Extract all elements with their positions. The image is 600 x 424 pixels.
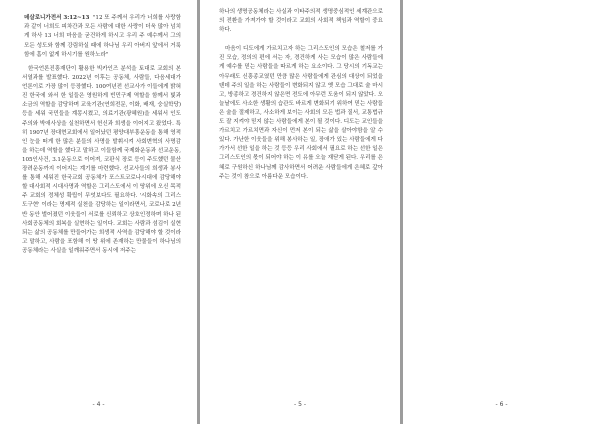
page-number: - 5 - (294, 401, 306, 408)
scripture-text: "12 또 주께서 우리가 너희를 사랑함과 같이 너희도 피차간과 모든 사람에 대한 사랑이 더욱 많아 넘치게 하사 13 너희 마음을 굳건하게 하시고 우리 주 예수께서 그의 모든 성도와 함께 강림하실 때에 하나님 우리 아버지 앞에서 거룩함에 흠이 없게 하시기를 원하노라" (24, 15, 181, 58)
page-5 (200, 0, 400, 424)
body-paragraph: 마음이 디도에게 가르치고자 하는 그리스도인의 모습은 철저를 가진 모습, 정의의 편에 서는 자, 경건하게 사는 모습이 많은 사람들에게 예수를 믿는 사람들을 따르게 하는 요소이다. 그 당시의 기독교는 아무래도 신흥종교였던 만큼 많은 사람들에게 관심의 대상이 되었을 텐데 주의 일을 하는 사람들이 변화되지 않고 옛 모습 그대로 술 마시고, 방종하고 경건하지 않은면 전도에 아무런 도움이 되지 않았다. 오늘날에도 사소한 생활의 습관도 바르게 변화되기 위하여 믿는 사람들은 술을 절제하고, 사소하게 보이는 사회의 모든 법과 질서, 교통법규도 잘 지켜야 믿지 않는 사람들에게 본이 될 것이다. 디도는 교인들을 가르치고 가르치면과 자신이 먼저 본이 되는 삶을 살아야함을 알 수 있다. 가난한 이웃들을 위해 봉사하는 일, 장애가 있는 사람들에게 다가가서 선한 일을 하는 것 등등 우리 사회에서 필요로 하는 선한 일은 그리스도인의 몫이 되어야 하는 이 유를 오늘 재닫게 된다. 우리를 은혜로 구원하신 하나님께 감사하면서 어려운 사람들에게 은혜로 갚아주는 것이 참으로 아름다운 모습이다. (219, 46, 383, 180)
page-number: - 6 - (495, 401, 508, 408)
body-paragraph: 하나의 생명공동체라는 사실과 이타주의적 생명중심적인 세계관으로의 전환을 가져가야 할 것이라고 교회의 사회적 책임과 역할이 중요하다. (219, 9, 383, 34)
scripture-quote (24, 14, 181, 60)
page-6 (403, 0, 600, 424)
scripture-reference: 데살로니가전서 3:12~13 (24, 15, 90, 21)
body-paragraph: 한국언론진흥재단이 활용한 빅카인즈 분석을 토대로 교회의 본서열과를 발표했다. 2022년 이후는 공동체, 사람들, 다음세대가 언론이로 가장 많이 등장했다. 100여년전 선교사가 이들에게 밝혀진 한국에 와서 한 일들은 영원하게 빈민구제 역할을 함께서 빛과 소금의 역할을 감당하며 교육기관(연희전문, 이화, 배재, 숭실학당) 등을 세워 국민들을 계몽시켰고, 의료기관(광혜원)을 세워서 인도주의와 박애사상을 실천하면서 헌신과 희생을 이어지고 왔었다. 특히 1907년 장대현교회에서 일어났던 평양대부흥운동을 통해 영적인 눈을 떠게 한 많은 분들의 사명을 발휘시켜 사회변혁의 사명감을 하는데 역할을 했다고 말하고 이들함께 국제화운동과 선교운동, 105인사건, 3.1운동으로 이어져, 코판식 장로 등이 주도했던 물산장려운동까지 이어지는 계기를 마련했다. 선교사들의 희생과 봉사를 통해 세워진 한국교회 공동체가 포스트코로나시대에 감당해야 할 대사회적 시대사명과 역할은 그리스도에서 이 땅위에 오신 목적 주 교회의 정체성 확립이 무엇보다도 필요하다. '시화속의 그리스도구현' 이라는 명제적 실천을 감당하는 일이라면서, 코로나로 2년 반 동안 벌어졌던 이웃들이 서로를 신뢰하고 상호인정하며 하나 된 사회공동체의 회복을 실현하는 일이다. 교회는 사람과 섬김이 실현되는 삶의 공동체를 만들어가는 희생적 사역을 감당해야 할 것이라고 말하고, 사람을 포함해 이 땅 위에 존재하는 만물들이 하나님의 공동체라는 사실을 일깨워주면서 동시에 저주는 (22, 66, 182, 254)
page-4 (0, 0, 197, 424)
page-number: - 4 - (92, 401, 105, 408)
